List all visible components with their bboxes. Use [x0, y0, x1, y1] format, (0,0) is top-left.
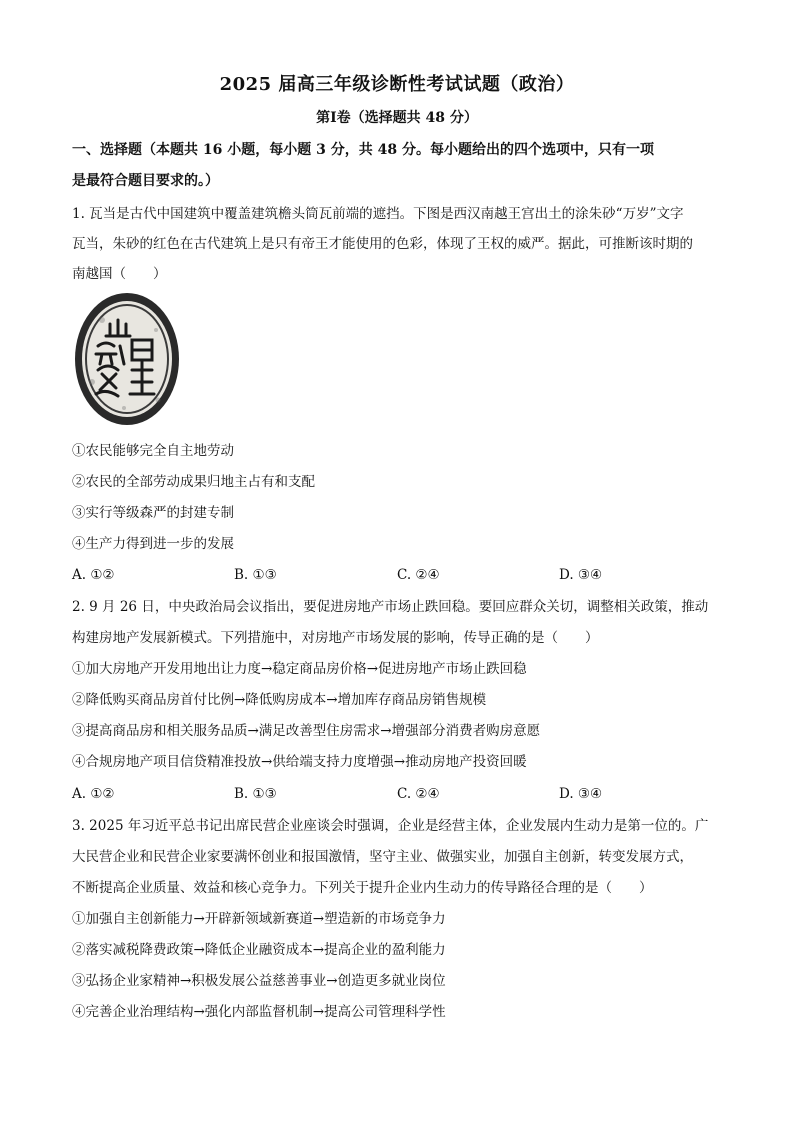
q3-option-1: ①加强自主创新能力→开辟新领域新赛道→塑造新的市场竞争力 — [72, 911, 446, 927]
q2-option-3: ③提高商品房和相关服务品质→满足改善型住房需求→增强部分消费者购房意愿 — [72, 723, 541, 739]
q2-choice-d[interactable]: D. ③④ — [559, 786, 603, 802]
q1-option-4: ④生产力得到进一步的发展 — [72, 536, 234, 552]
q2-option-2: ②降低购买商品房首付比例→降低购房成本→增加库存商品房销售规模 — [72, 692, 487, 708]
section-instructions-line-1: 一、选择题（本题共 16 小题，每小题 3 分，共 48 分。每小题给出的四个选项中，只有一项 — [72, 142, 654, 158]
q3-option-4: ④完善企业治理结构→强化内部监督机制→提高公司管理科学性 — [72, 1004, 446, 1020]
q2-choice-a[interactable]: A. ①② — [72, 786, 115, 802]
q1-choice-a[interactable]: A. ①② — [72, 567, 115, 583]
q3-option-2: ②落实减税降费政策→降低企业融资成本→提高企业的盈利能力 — [72, 942, 446, 958]
q2-choice-c[interactable]: C. ②④ — [397, 786, 440, 802]
q3-stem-line-1: 3. 2025 年习近平总书记出席民营企业座谈会时强调，企业是经营主体，企业发展内生动力是第一位的。广 — [72, 818, 709, 834]
part-heading: 第Ⅰ卷（选择题共 48 分） — [316, 110, 478, 126]
q2-stem-line-1: 2. 9 月 26 日，中央政治局会议指出，要促进房地产市场止跌回稳。要回应群众关切，调整相关政策，推动 — [72, 599, 709, 615]
q3-option-3: ③弘扬企业家精神→积极发展公益慈善事业→创造更多就业岗位 — [72, 973, 446, 989]
wadang-tile-image — [72, 290, 182, 428]
q1-choice-d[interactable]: D. ③④ — [559, 567, 603, 583]
q3-stem-line-2: 大民营企业和民营企业家要满怀创业和报国激情，坚守主业、做强实业，加强自主创新，转变发展方式， — [72, 849, 693, 865]
q2-stem-line-2: 构建房地产发展新模式。下列措施中，对房地产市场发展的影响，传导正确的是（ ） — [72, 630, 599, 646]
q2-choice-b[interactable]: B. ①③ — [234, 786, 277, 802]
q1-option-3: ③实行等级森严的封建专制 — [72, 505, 234, 521]
q1-choice-c[interactable]: C. ②④ — [397, 567, 440, 583]
section-instructions-line-2: 是最符合题目要求的。） — [72, 173, 219, 189]
q1-option-1: ①农民能够完全自主地劳动 — [72, 443, 234, 459]
exam-title: 2025 届高三年级诊断性考试试题（政治） — [219, 74, 575, 95]
q1-stem-line-1: 1. 瓦当是古代中国建筑中覆盖建筑檐头筒瓦前端的遮挡。下图是西汉南越王宫出土的涂朱砂“万岁”文字 — [72, 206, 684, 222]
q1-choice-b[interactable]: B. ①③ — [234, 567, 277, 583]
q1-stem-line-3: 南越国（ ） — [72, 266, 167, 282]
q2-option-1: ①加大房地产开发用地出让力度→稳定商品房价格→促进房地产市场止跌回稳 — [72, 661, 527, 677]
q3-stem-line-3: 不断提高企业质量、效益和核心竞争力。下列关于提升企业内生动力的传导路径合理的是（ ） — [72, 880, 653, 896]
q1-stem-line-2: 瓦当，朱砂的红色在古代建筑上是只有帝王才能使用的色彩，体现了王权的威严。据此，可推断该时期的 — [72, 236, 693, 252]
q2-option-4: ④合规房地产项目信贷精准投放→供给端支持力度增强→推动房地产投资回暖 — [72, 754, 527, 770]
q1-option-2: ②农民的全部劳动成果归地主占有和支配 — [72, 474, 315, 490]
